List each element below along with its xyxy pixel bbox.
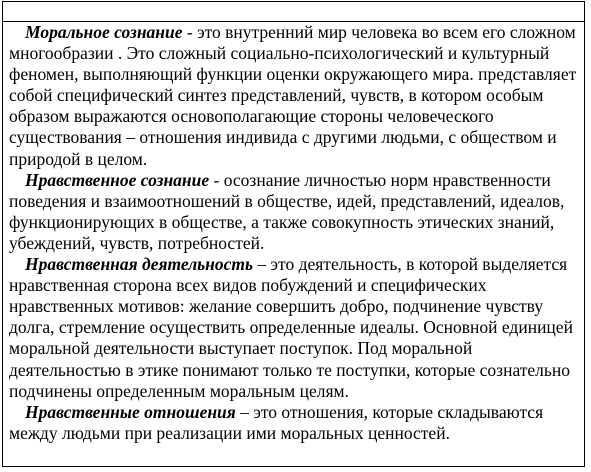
term-ethical-relations: Нравственные отношения — [25, 401, 236, 422]
term-ethical-activity: Нравственная деятельность — [25, 254, 254, 275]
paragraph-moral-consciousness — [9, 22, 580, 170]
definition-ethical-relations: – это отношения, которые складываются между людьми при реализации ими моральных ценностей. — [9, 401, 544, 443]
table-body-cell — [3, 22, 584, 466]
paragraph-ethical-relations — [9, 402, 580, 444]
definition-ethical-consciousness: - осознание личностью норм нравственности поведения и взаимоотношений в обществе, идей, представлений, идеалов, функционирующих в обществе, а также совокупность этических знаний, убеждений, чувств, потребностей. — [9, 169, 565, 253]
definition-ethical-activity: – это деятельность, в которой выделяется нравственная сторона всех видов побуждений и специфических нравственных мотивов: желание совершить добро, подчинение чувству долга, стремление осуществить определенные идеалы. Основной единицей моральной деятельности выступает поступок. Под моральной деятельностью в этике понимают только те поступки, которые сознательно подчинены определенным моральным целям. — [9, 254, 573, 401]
definition-moral-consciousness: - это внутренний мир человека во всем его сложном многообразии . Это сложный социально-психологический и культурный феномен, выполняющий функции оценки окружающего мира. пpедставляет собой специфический синтез представлений, чувств, в котором особым образом выражаются основополагающие стороны человеческого существования – отношения индивида с другими людьми, с обществом и природой в целом. — [9, 22, 577, 169]
definitions-table — [2, 1, 585, 467]
paragraph-ethical-activity — [9, 254, 580, 402]
term-moral-consciousness: Моральное сознание — [25, 22, 183, 42]
table-header-row — [3, 2, 584, 22]
paragraph-ethical-consciousness — [9, 170, 580, 254]
term-ethical-consciousness: Нравственное сознание — [25, 169, 210, 190]
